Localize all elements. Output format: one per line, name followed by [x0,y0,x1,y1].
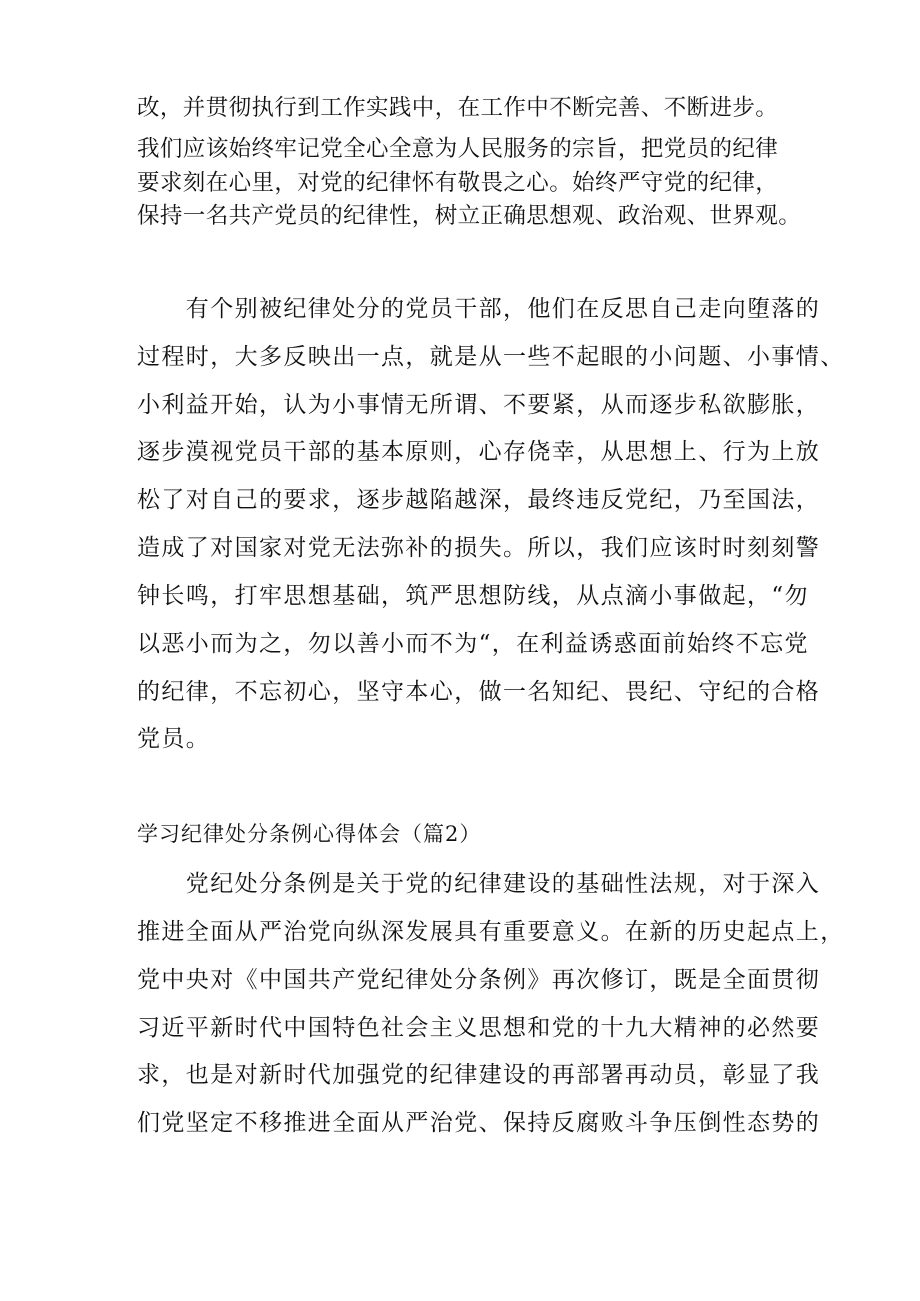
text-line: 求，也是对新时代加强党的纪律建设的再部署再动员，彰显了我 [137,1062,821,1088]
text-line: 的纪律，不忘初心，坚守本心，做一名知纪、畏纪、守纪的合格 [137,679,821,705]
text-line: 党中央对《中国共产党纪律处分条例》再次修订，既是全面贯彻 [137,967,821,993]
text-line: 习近平新时代中国特色社会主义思想和党的十九大精神的必然要 [137,1015,821,1041]
text-line: 钟长鸣，打牢思想基础，筑严思想防线，从点滴小事做起，“勿 [137,583,809,609]
text-line: 以恶小而为之，勿以善小而不为“，在利益诱惑面前始终不忘党 [137,631,809,657]
section-heading: 学习纪律处分条例心得体会（篇2） [137,822,482,846]
text-line: 改，并贯彻执行到工作实践中，在工作中不断完善、不断进步。 [137,95,779,121]
text-line: 有个别被纪律处分的党员干部，他们在反思自己走向堕落的 [137,296,821,322]
text-line: 小利益开始，认为小事情无所谓、不要紧，从而逐步私欲膨胀， [137,392,821,418]
text-line: 保持一名共产党员的纪律性，树立正确思想观、政治观、世界观。 [137,203,802,229]
text-line: 党纪处分条例是关于党的纪律建设的基础性法规，对于深入 [137,871,821,897]
text-line: 造成了对国家对党无法弥补的损失。所以，我们应该时时刻刻警 [137,535,821,561]
text-line: 党员。 [137,726,211,752]
text-line: 我们应该始终牢记党全心全意为人民服务的宗旨，把党员的纪律 [137,136,779,162]
text-line: 要求刻在心里，对党的纪律怀有敬畏之心。始终严守党的纪律， [137,170,779,196]
text-line: 们党坚定不移推进全面从严治党、保持反腐败斗争压倒性态势的 [137,1110,821,1136]
text-line: 松了对自己的要求，逐步越陷越深，最终违反党纪，乃至国法， [137,487,821,513]
text-line: 推进全面从严治党向纵深发展具有重要意义。在新的历史起点上， [137,919,845,945]
text-line: 过程时，大多反映出一点，就是从一些不起眼的小问题、小事情、 [137,344,845,370]
text-line: 逐步漠视党员干部的基本原则，心存侥幸，从思想上、行为上放 [137,439,821,465]
